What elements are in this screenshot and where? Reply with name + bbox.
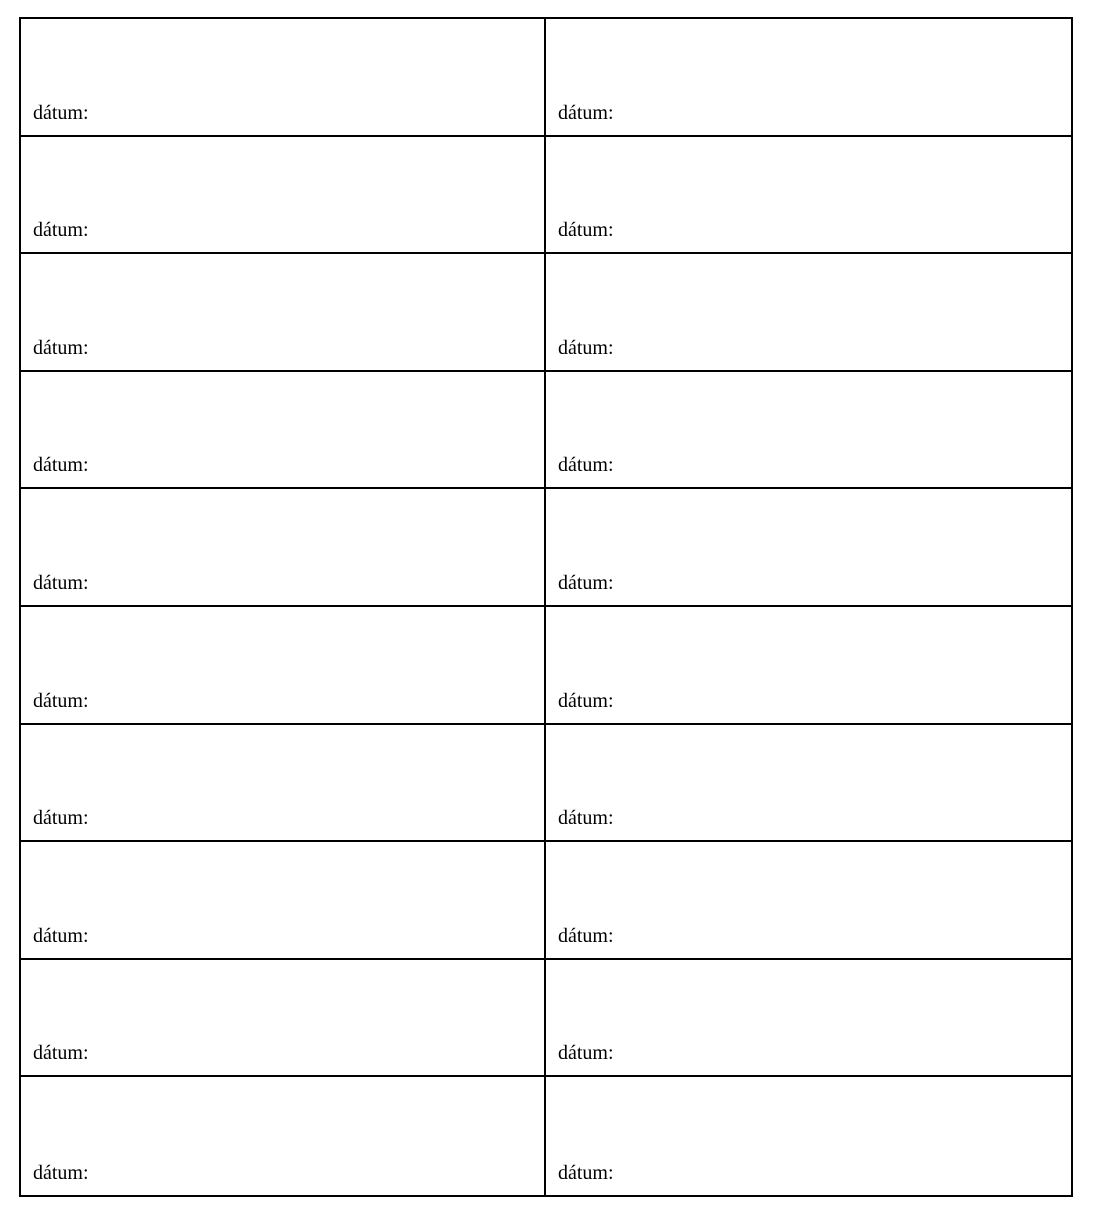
- form-cell[interactable]: [21, 725, 546, 843]
- form-cell[interactable]: [546, 137, 1071, 255]
- date-label: dátum:: [33, 689, 89, 712]
- form-cell[interactable]: [21, 607, 546, 725]
- date-label: dátum:: [33, 454, 89, 477]
- date-label: dátum:: [558, 689, 614, 712]
- date-label: dátum:: [33, 336, 89, 359]
- date-label: dátum:: [33, 219, 89, 242]
- date-label: dátum:: [33, 101, 89, 124]
- form-cell[interactable]: [21, 254, 546, 372]
- date-label: dátum:: [33, 807, 89, 830]
- form-cell[interactable]: [546, 960, 1071, 1078]
- date-label: dátum:: [558, 336, 614, 359]
- date-label: dátum:: [33, 1161, 89, 1184]
- date-label: dátum:: [33, 571, 89, 594]
- date-label: dátum:: [558, 1161, 614, 1184]
- form-cell[interactable]: [21, 137, 546, 255]
- date-label: dátum:: [558, 571, 614, 594]
- date-label: dátum:: [558, 219, 614, 242]
- date-label: dátum:: [558, 454, 614, 477]
- form-cell[interactable]: [546, 1077, 1071, 1195]
- date-label: dátum:: [33, 924, 89, 947]
- form-cell[interactable]: [546, 842, 1071, 960]
- form-cell[interactable]: [21, 842, 546, 960]
- date-label: dátum:: [33, 1042, 89, 1065]
- form-cell[interactable]: [546, 254, 1071, 372]
- date-label: dátum:: [558, 1042, 614, 1065]
- form-cell[interactable]: [546, 607, 1071, 725]
- date-label: dátum:: [558, 924, 614, 947]
- form-cell[interactable]: [21, 19, 546, 137]
- date-label: dátum:: [558, 807, 614, 830]
- form-cell[interactable]: [21, 960, 546, 1078]
- form-cell[interactable]: [546, 725, 1071, 843]
- form-cell[interactable]: [21, 1077, 546, 1195]
- date-label: dátum:: [558, 101, 614, 124]
- form-cell[interactable]: [546, 372, 1071, 490]
- form-cell[interactable]: [546, 19, 1071, 137]
- form-cell[interactable]: [21, 372, 546, 490]
- form-cell[interactable]: [21, 489, 546, 607]
- entry-form-grid: [19, 17, 1073, 1197]
- form-cell[interactable]: [546, 489, 1071, 607]
